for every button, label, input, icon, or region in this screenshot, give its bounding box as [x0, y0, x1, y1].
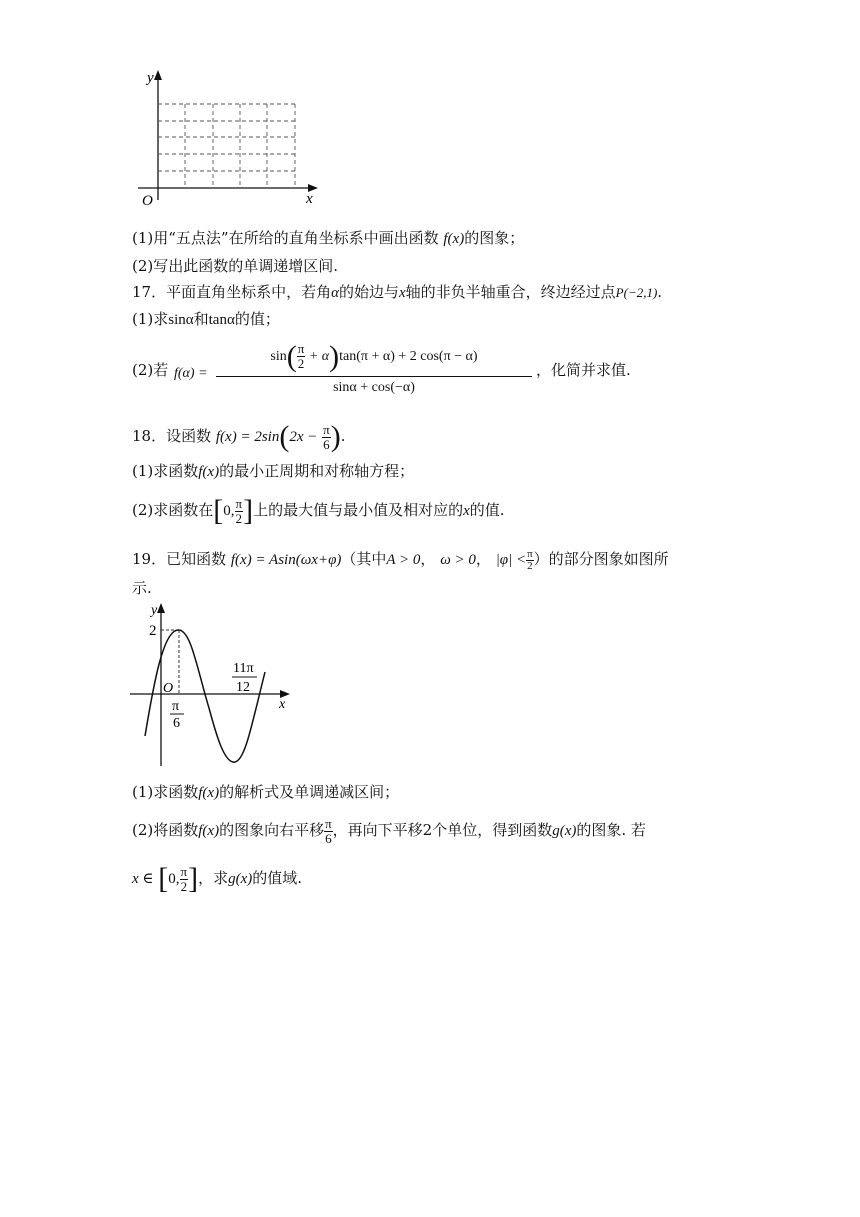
y-arrow [154, 70, 162, 80]
x-label: x [306, 191, 313, 207]
q19-part2-line2: x ∈ [0, $\frac{\pi}{2}$ ]，求g(x)的值域. [132, 862, 303, 895]
y-value-label: 2 [149, 623, 157, 639]
x2-denominator: 12 [236, 680, 250, 695]
q16-part2: (2)写出此函数的单调递增区间. [132, 257, 339, 275]
y-label: y [147, 70, 154, 86]
q19-stem-line2: 示. [132, 579, 152, 597]
q17-fraction: sin( $\frac{\pi}{2}$ + α)tan(π + α) + 2 cos(π − α) sinα + cos(−α) [216, 340, 532, 399]
x-label: x [279, 697, 286, 712]
q19-part2: (2)将函数f(x)的图象向右平移 $\frac{\pi}{6}$ ，再向下平移2个单位，得到函数g(x)的图象. 若 [132, 815, 646, 846]
x1-denominator: 6 [173, 716, 180, 731]
origin-label: O [163, 681, 174, 696]
q19-part1: (1)求函数f(x)的解析式及单调递减区间； [132, 783, 400, 801]
origin-label: O [142, 193, 153, 209]
sine-curve [145, 630, 265, 762]
q17-part1: (1)求sinα和tanα的值； [132, 310, 280, 328]
x2-numerator: 11π [233, 661, 254, 676]
figure-grid [130, 62, 330, 212]
q17-stem: 17．平面直角坐标系中，若角α的始边与x轴的非负半轴重合，终边经过点P(−2,1). [132, 283, 663, 301]
q16-part1: (1)用“五点法”在所给的直角坐标系中画出函数 f(x)的图象； [132, 229, 525, 247]
q18-part1: (1)求函数f(x)的最小正周期和对称轴方程； [132, 462, 415, 480]
y-arrow [157, 603, 165, 613]
q18-part2: (2)求函数在[0, $\frac{\pi}{2}$ ]上的最大值与最小值及相对应的x的值. [132, 494, 505, 527]
q19-stem: 19．已知函数 f(x) = Asin(ωx+φ)（其中A > 0， ω > 0， |φ| < $\frac{\pi}{2}$ ）的部分图象如图所 [132, 547, 669, 572]
y-label: y [151, 603, 158, 618]
q18-stem: 18．设函数 f(x) = 2sin(2x − $\frac{\pi}{6}$ ). [132, 420, 346, 453]
figure-sine [125, 598, 305, 770]
x1-numerator: π [172, 699, 180, 714]
dashed-grid [158, 104, 295, 188]
